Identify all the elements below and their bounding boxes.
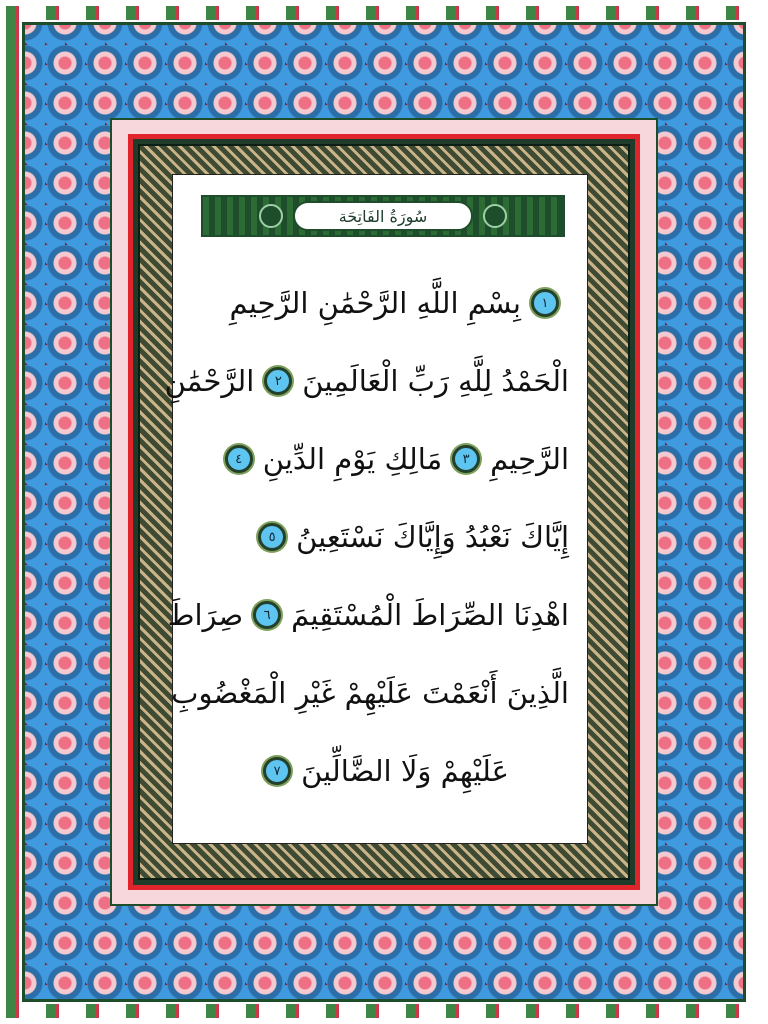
verse-line-7 — [193, 743, 569, 799]
verse-text: عَلَيْهِمْ وَلَا الضَّالِّينَ — [301, 754, 509, 788]
surah-title: سُورَةُ الفَاتِحَة — [293, 201, 473, 231]
text-panel — [164, 174, 588, 844]
medallion-icon — [483, 204, 507, 228]
ayah-number-marker: ٣ — [452, 445, 480, 473]
verse-text: اهْدِنَا الصِّرَاطَ الْمُسْتَقِيمَ — [291, 598, 569, 632]
verse-text: الَّذِينَ أَنْعَمْتَ عَلَيْهِمْ غَيْرِ الْمَغْضُوبِ — [171, 676, 569, 710]
verse-text: الرَّحِيمِ — [490, 442, 569, 476]
ayah-number-marker: ١ — [531, 289, 559, 317]
ayah-number-marker: ٦ — [253, 601, 281, 629]
verse-text: بِسْمِ اللَّهِ الرَّحْمَٰنِ الرَّحِيمِ — [229, 286, 521, 320]
verse-line-1 — [193, 275, 569, 331]
verse-text: الرَّحْمَٰنِ — [164, 364, 255, 398]
ayah-number-marker: ٧ — [263, 757, 291, 785]
verse-line-3 — [193, 431, 569, 487]
medallion-icon — [259, 204, 283, 228]
ayah-number-marker: ٢ — [264, 367, 292, 395]
verse-text: الْحَمْدُ لِلَّهِ رَبِّ الْعَالَمِينَ — [302, 364, 569, 398]
verse-text: مَالِكِ يَوْمِ الدِّينِ — [262, 442, 443, 476]
verse-line-6 — [171, 665, 569, 721]
verse-line-5 — [167, 587, 569, 643]
verse-line-2 — [164, 353, 569, 409]
ayah-number-marker: ٥ — [258, 523, 286, 551]
verse-line-4 — [193, 509, 569, 565]
ayah-number-marker: ٤ — [225, 445, 253, 473]
surah-title-cartouche — [201, 195, 565, 237]
verse-text: صِرَاطَ — [167, 598, 244, 632]
verse-text: إِيَّاكَ نَعْبُدُ وَإِيَّاكَ نَسْتَعِينُ — [296, 520, 569, 554]
